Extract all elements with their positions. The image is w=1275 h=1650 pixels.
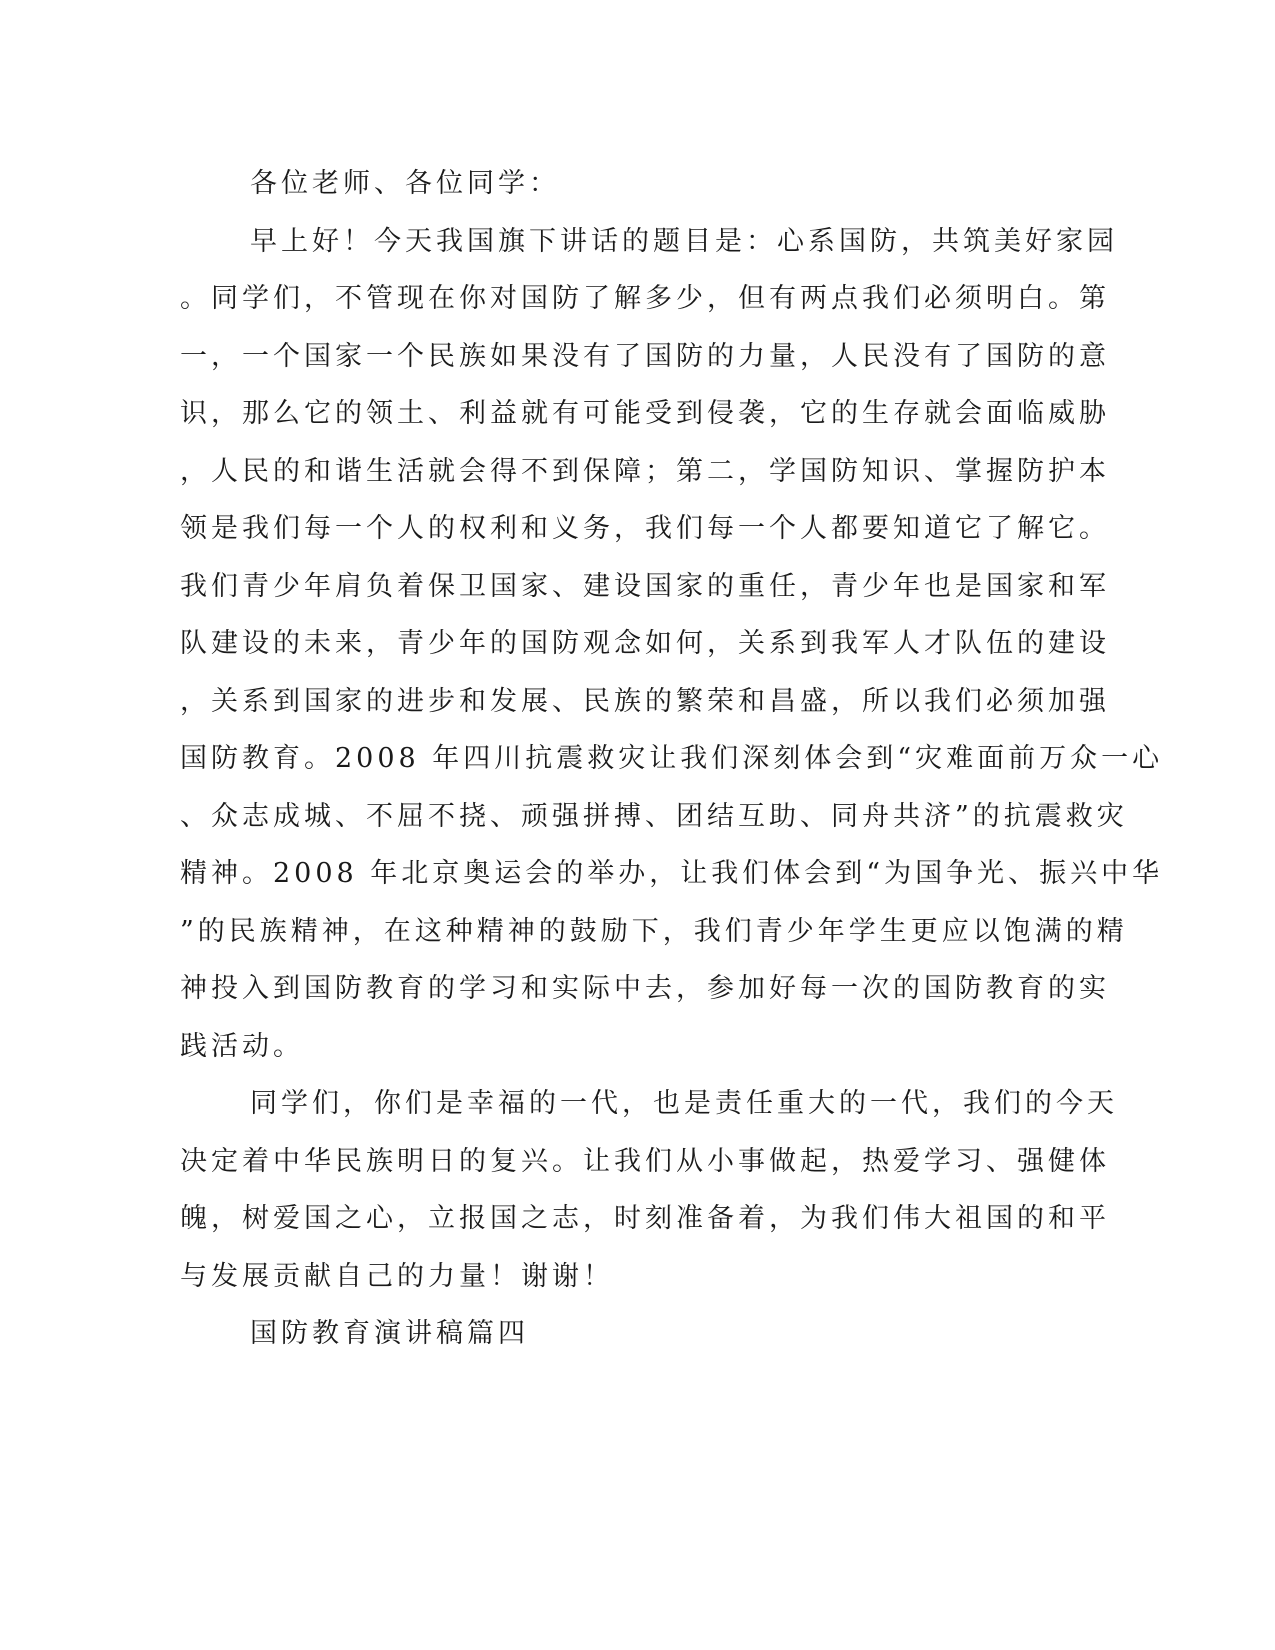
paragraph-line: 队建设的未来，青少年的国防观念如何，关系到我军人才队伍的建设 — [180, 628, 1110, 659]
paragraph-line: 我们青少年肩负着保卫国家、建设国家的重任，青少年也是国家和军 — [180, 571, 1110, 602]
greeting-line: 各位老师、各位同学： — [250, 168, 560, 199]
paragraph-line: 早上好！今天我国旗下讲话的题目是：心系国防，共筑美好家园 — [250, 226, 1118, 257]
paragraph-line: 与发展贡献自己的力量！谢谢！ — [180, 1261, 614, 1292]
paragraph-line: 决定着中华民族明日的复兴。让我们从小事做起，热爱学习、强健体 — [180, 1146, 1110, 1177]
paragraph-line: 、众志成城、不屈不挠、顽强拼搏、团结互助、同舟共济”的抗震救灾 — [180, 801, 1128, 832]
paragraph-line: 识，那么它的领土、利益就有可能受到侵袭，它的生存就会面临威胁 — [180, 398, 1110, 429]
paragraph-line: 同学们，你们是幸福的一代，也是责任重大的一代，我们的今天 — [250, 1088, 1118, 1119]
section-heading: 国防教育演讲稿篇四 — [250, 1318, 529, 1349]
paragraph-line: 神投入到国防教育的学习和实际中去，参加好每一次的国防教育的实 — [180, 973, 1110, 1004]
paragraph-line: 精神。2008 年北京奥运会的举办，让我们体会到“为国争光、振兴中华 — [180, 858, 1164, 889]
paragraph-line: 践活动。 — [180, 1031, 304, 1062]
paragraph-line: 国防教育。2008 年四川抗震救灾让我们深刻体会到“灾难面前万众一心 — [180, 743, 1164, 774]
paragraph-line: 魄，树爱国之心，立报国之志，时刻准备着，为我们伟大祖国的和平 — [180, 1203, 1110, 1234]
paragraph-line: 领是我们每一个人的权利和义务，我们每一个人都要知道它了解它。 — [180, 513, 1110, 544]
paragraph-line: ，关系到国家的进步和发展、民族的繁荣和昌盛，所以我们必须加强 — [180, 686, 1110, 717]
paragraph-line: 。同学们，不管现在你对国防了解多少，但有两点我们必须明白。第 — [180, 283, 1110, 314]
paragraph-line: 一，一个国家一个民族如果没有了国防的力量，人民没有了国防的意 — [180, 341, 1110, 372]
paragraph-line: ，人民的和谐生活就会得不到保障；第二，学国防知识、掌握防护本 — [180, 456, 1110, 487]
paragraph-line: ”的民族精神，在这种精神的鼓励下，我们青少年学生更应以饱满的精 — [180, 916, 1128, 947]
